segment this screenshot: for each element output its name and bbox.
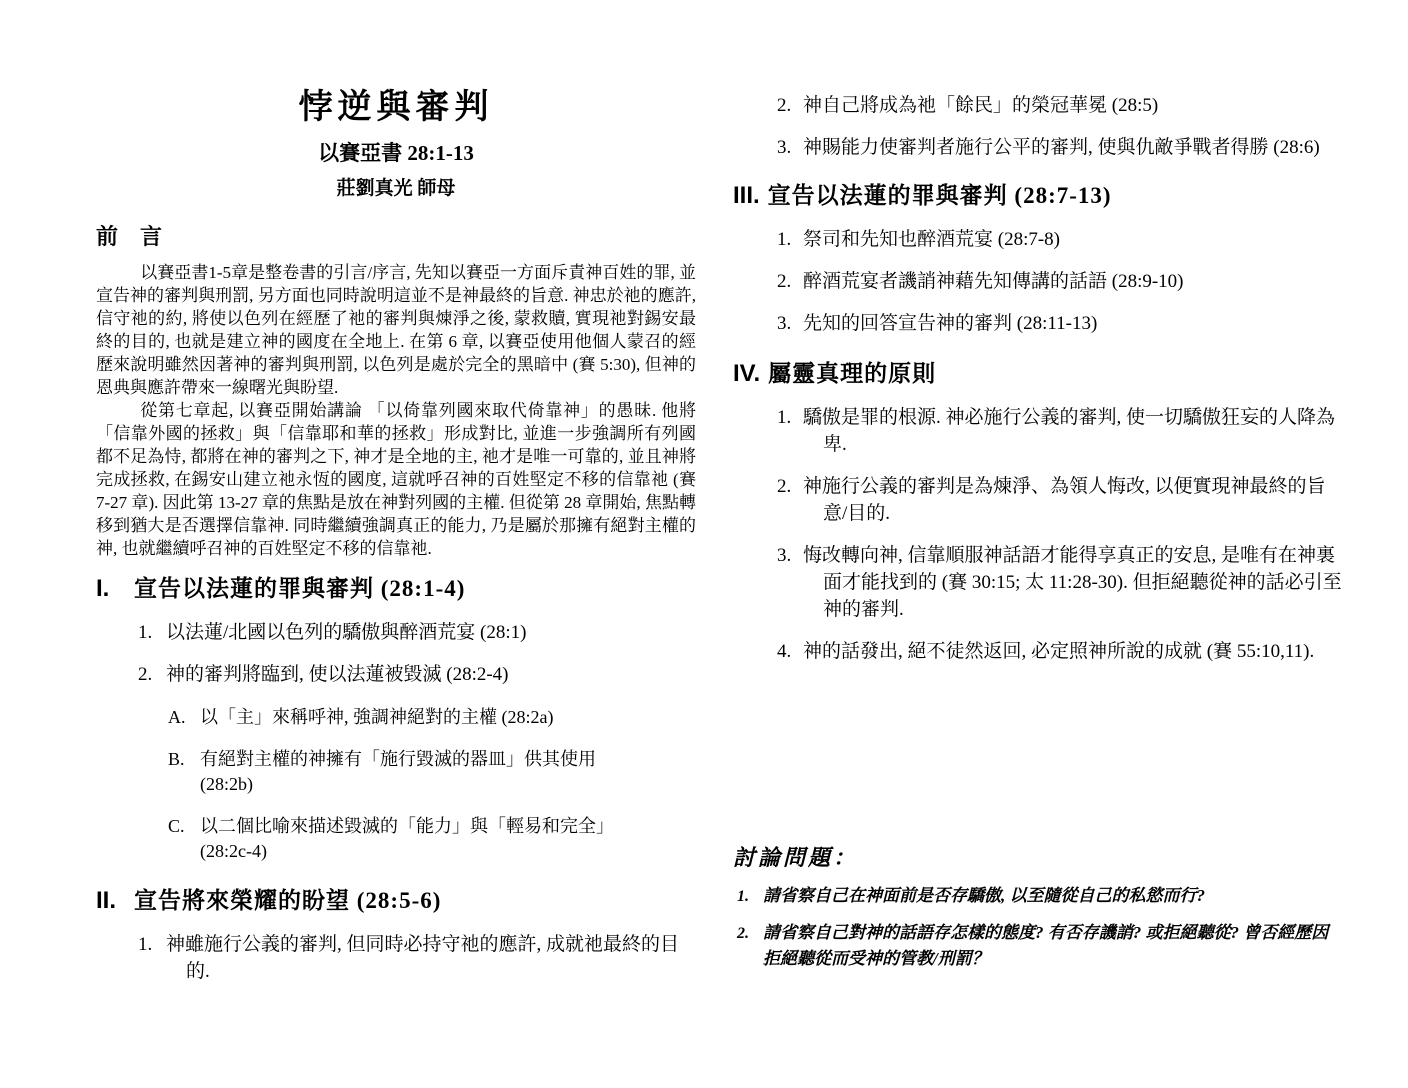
author-name: 莊劉真光 師母 [336,178,456,199]
item-text: 悔改轉向神, 信靠順服神話語才能得享真正的安息, 是唯有在神裏面才能找到的 (賽 30:15; 太 11:28-30). 但拒絕聽從神的話必引至神的審判. [803,545,1342,620]
item-label: 2. [777,95,792,116]
outline-subitem [168,705,696,730]
discussion-block [733,843,1365,972]
section-4-title: 屬靈真理的原則 [768,361,937,386]
outline-item [777,310,1365,337]
subitem-text: 以「主」來稱呼神, 強調神絕對的主權 (28:2a) [200,707,554,727]
subitem-label: C. [168,816,185,836]
item-text: 神施行公義的審判是為煉淨、為領人悔改, 以便實現神最終的旨意/目的. [803,476,1326,524]
item-label: 3. [777,545,792,566]
outline-item [777,92,1365,119]
section-3-numeral: III. [733,182,760,209]
section-2-title: 宣告將來榮耀的盼望 (28:5-6) [134,888,442,913]
section-1-numeral: I. [96,575,110,602]
scripture-reference: 以賽亞書 28:1-13 [318,141,474,165]
item-text: 先知的回答宣告神的審判 (28:11-13) [803,313,1098,334]
subitem-text: 有絕對主權的神擁有「施行毀滅的器皿」供其使用 (28:2b) [200,749,596,794]
item-text: 神的話發出, 絕不徒然返回, 必定照神所說的成就 (賽 55:10,11). [803,641,1315,662]
item-label: 3. [777,313,792,334]
discussion-heading: 討論問題： [733,845,859,870]
item-label: 1. [138,622,153,643]
item-text: 醉酒荒宴者譏誚神藉先知傳講的話語 (28:9-10) [803,271,1184,292]
section-3-heading [733,181,1365,211]
outline-item [138,931,696,985]
item-text: 神雖施行公義的審判, 但同時必持守祂的應許, 成就祂最終的目的. [166,934,680,982]
question-label: 1. [737,888,749,905]
document-title: 悖逆與審判 [298,89,494,126]
item-label: 4. [777,641,792,662]
item-label: 1. [777,407,792,428]
item-label: 3. [777,137,792,158]
item-label: 1. [777,229,792,250]
section-3 [733,181,1365,337]
section-1-heading [96,574,696,604]
section-2-numeral: II. [96,887,117,914]
outline-item [777,473,1365,527]
right-column [733,0,1365,968]
preface-paragraph-1: 以賽亞書1-5章是整卷書的引言/序言, 先知以賽亞一方面斥責神百姓的罪, 並宣告神的審判與刑罰, 另方面也同時說明這並不是神最終的旨意. 神忠於祂的應許, 信守祂的約, 將使以色列在經歷了祂的審判與煉淨之後, 蒙救贖, 實現祂對錫安最終的目的, 也就是建立神的國度在全地上. 在第 6 章, 以賽亞使用他個人蒙召的經歷來說明雖然因著神的審判與刑罰, 以色列是處於完全的黑暗中 (賽 5:30), 但神的恩典與應許帶來一線曙光與盼望. [96,263,696,397]
item-text: 以法蓮/北國以色列的驕傲與醉酒荒宴 (28:1) [166,622,527,643]
preface-heading: 前 言 [96,224,163,249]
section-2-heading [96,886,696,916]
item-text: 驕傲是罪的根源. 神必施行公義的審判, 使一切驕傲狂妄的人降為卑. [803,407,1336,455]
outline-item [138,661,696,688]
outline-subitem [168,747,696,797]
outline-item [777,638,1365,665]
item-text: 神賜能力使審判者施行公平的審判, 使與仇敵爭戰者得勝 (28:6) [803,137,1320,158]
outline-item [138,619,696,646]
left-column [96,0,696,985]
discussion-question [737,883,1365,910]
section-4-heading [733,359,1365,389]
section-4-numeral: IV. [733,360,761,387]
item-label: 2. [138,664,153,685]
outline-item [777,134,1365,161]
item-text: 神自己將成為祂「餘民」的榮冠華冕 (28:5) [803,95,1159,116]
outline-item [777,542,1365,623]
subitem-text: 以二個比喻來描述毀滅的「能力」與「輕易和完全」 (28:2c-4) [200,816,614,861]
section-1 [96,574,696,864]
item-text: 祭司和先知也醉酒荒宴 (28:7-8) [803,229,1061,250]
section-4 [733,359,1365,665]
outline-item [777,268,1365,295]
outline-item [777,226,1365,253]
item-label: 1. [138,934,153,955]
subitem-label: B. [168,749,185,769]
item-label: 2. [777,271,792,292]
section-2 [96,886,696,985]
question-label: 2. [737,925,749,942]
item-text: 神的審判將臨到, 使以法蓮被毀滅 (28:2-4) [166,664,509,685]
item-label: 2. [777,476,792,497]
discussion-question [737,920,1365,972]
section-1-title: 宣告以法蓮的罪與審判 (28:1-4) [134,576,466,601]
preface-paragraph-2: 從第七章起, 以賽亞開始講論 「以倚靠列國來取代倚靠神」的愚昧. 他將「信靠外國的拯救」與「信靠耶和華的拯救」形成對比, 並進一步強調所有列國都不足為恃, 都將在神的審判之下, 神才是全地的主, 祂才是唯一可靠的, 並且神將完成拯救, 在錫安山建立祂永恆的國度, 這就呼召神的百姓堅定不移的信靠祂 (賽 7-27 章). 因此第 13-27 章的焦點是放在神對列國的主權. 但從第 28 章開始, 焦點轉移到猶大是否選擇信靠神. 同時繼續強調真正的能力, 乃是屬於那擁有絕對主權的神, 也就繼續呼召神的百姓堅定不移的信靠祂. [96,401,696,558]
section-3-title: 宣告以法蓮的罪與審判 (28:7-13) [767,183,1112,208]
subitem-label: A. [168,707,186,727]
question-text: 請省察自己在神面前是否存驕傲, 以至隨從自己的私慾而行? [763,886,1205,905]
outline-subitem [168,814,696,864]
question-text: 請省察自己對神的話語存怎樣的態度? 有否存譏誚? 或拒絕聽從? 曾否經歷因拒絕聽從而受神的管教/刑罰？ [763,923,1329,968]
outline-item [777,404,1365,458]
